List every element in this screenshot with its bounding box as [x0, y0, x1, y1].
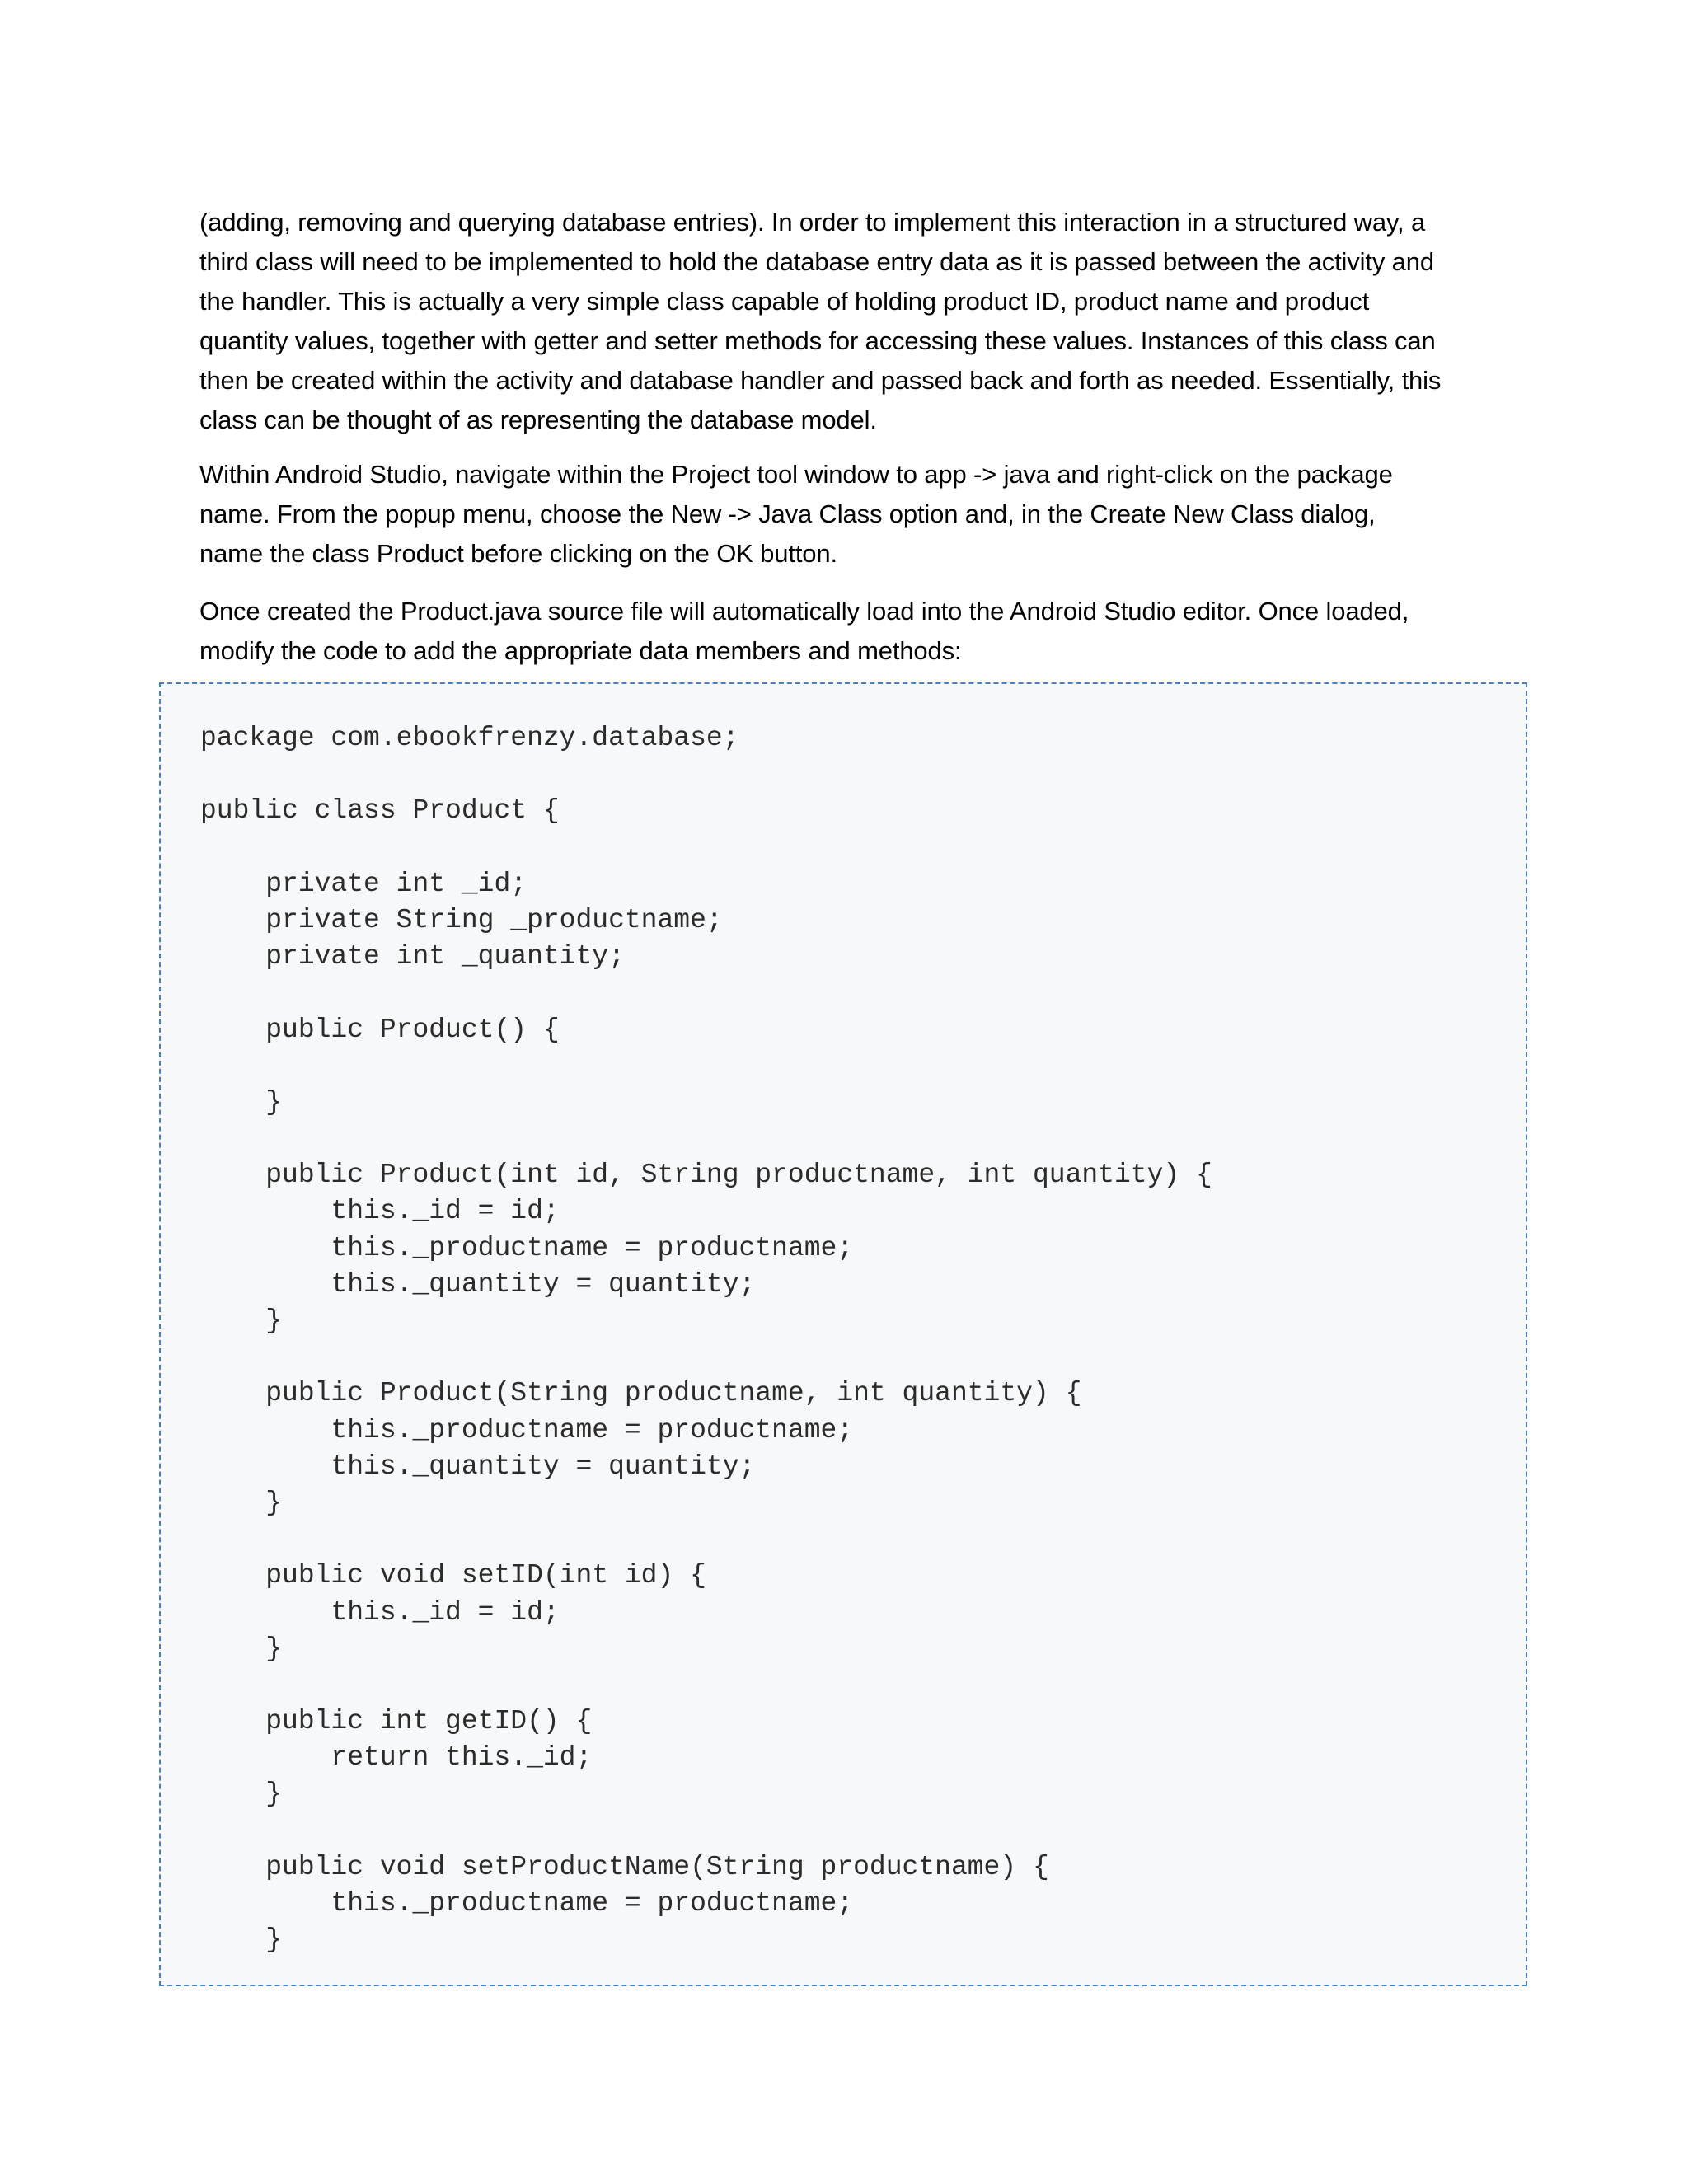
code-line: this._quantity = quantity; — [200, 1268, 756, 1300]
code-line — [200, 975, 1212, 1011]
code-line: public Product(String productname, int quantity) { — [200, 1378, 1082, 1409]
code-line: public Product() { — [200, 1014, 560, 1045]
code-line: } — [200, 1633, 283, 1664]
text-line: Once created the Product.java source file will automatically load into the Android Studio editor. Once loaded, — [199, 597, 1409, 626]
code-line: this._quantity = quantity; — [200, 1451, 756, 1482]
code-line: } — [200, 1487, 283, 1518]
code-line: this._id = id; — [200, 1596, 560, 1628]
code-line — [200, 1667, 1212, 1704]
code-line: } — [200, 1086, 283, 1118]
paragraph-create-class-instructions — [199, 455, 1510, 574]
text-line: modify the code to add the appropriate data members and methods: — [199, 636, 962, 665]
code-line: private String _productname; — [200, 904, 723, 935]
code-listing-box — [159, 682, 1527, 1986]
code-line: this._productname = productname; — [200, 1232, 854, 1263]
code-line — [200, 1048, 1212, 1085]
code-line — [200, 830, 1212, 866]
code-line: } — [200, 1924, 283, 1956]
code-line: private int _quantity; — [200, 941, 625, 972]
code-line: this._productname = productname; — [200, 1414, 854, 1446]
text-line: name. From the popup menu, choose the New -> Java Class option and, in the Create New Class dialog, — [199, 499, 1376, 528]
text-line: quantity values, together with getter and setter methods for accessing these values. Instances of this class can — [199, 326, 1436, 355]
text-line: (adding, removing and querying database entries). In order to implement this interaction in a structured way, a — [199, 208, 1426, 237]
code-line: } — [200, 1779, 283, 1810]
code-line: public class Product { — [200, 795, 560, 827]
code-line: public Product(int id, String productname, int quantity) { — [200, 1160, 1212, 1191]
code-line: public void setProductName(String productname) { — [200, 1851, 1049, 1882]
text-line: the handler. This is actually a very simple class capable of holding product ID, product name and product — [199, 287, 1370, 316]
code-line: private int _id; — [200, 868, 528, 899]
code-listing — [200, 720, 1212, 1958]
paragraph-modify-code-instructions — [199, 592, 1510, 671]
text-line: class can be thought of as representing the database model. — [199, 405, 877, 434]
code-line — [200, 1121, 1212, 1157]
code-line — [200, 757, 1212, 793]
code-line: public int getID() { — [200, 1706, 593, 1737]
code-line: } — [200, 1305, 283, 1336]
text-line: third class will need to be implemented to hold the database entry data as it is passed between the activity and — [199, 247, 1434, 276]
code-line: package com.ebookfrenzy.database; — [200, 723, 739, 753]
code-line: public void setID(int id) { — [200, 1560, 706, 1591]
text-line: Within Android Studio, navigate within the Project tool window to app -> java and right-click on the package — [199, 460, 1393, 489]
code-line: return this._id; — [200, 1742, 593, 1774]
code-line — [200, 1339, 1212, 1376]
code-line: this._productname = productname; — [200, 1888, 854, 1919]
paragraph-product-class-intro — [199, 203, 1510, 440]
text-line: name the class Product before clicking on the OK button. — [199, 539, 837, 568]
code-line — [200, 1813, 1212, 1849]
code-line: this._id = id; — [200, 1196, 560, 1227]
text-line: then be created within the activity and database handler and passed back and forth as needed. Essentially, this — [199, 366, 1442, 395]
code-line — [200, 1521, 1212, 1558]
